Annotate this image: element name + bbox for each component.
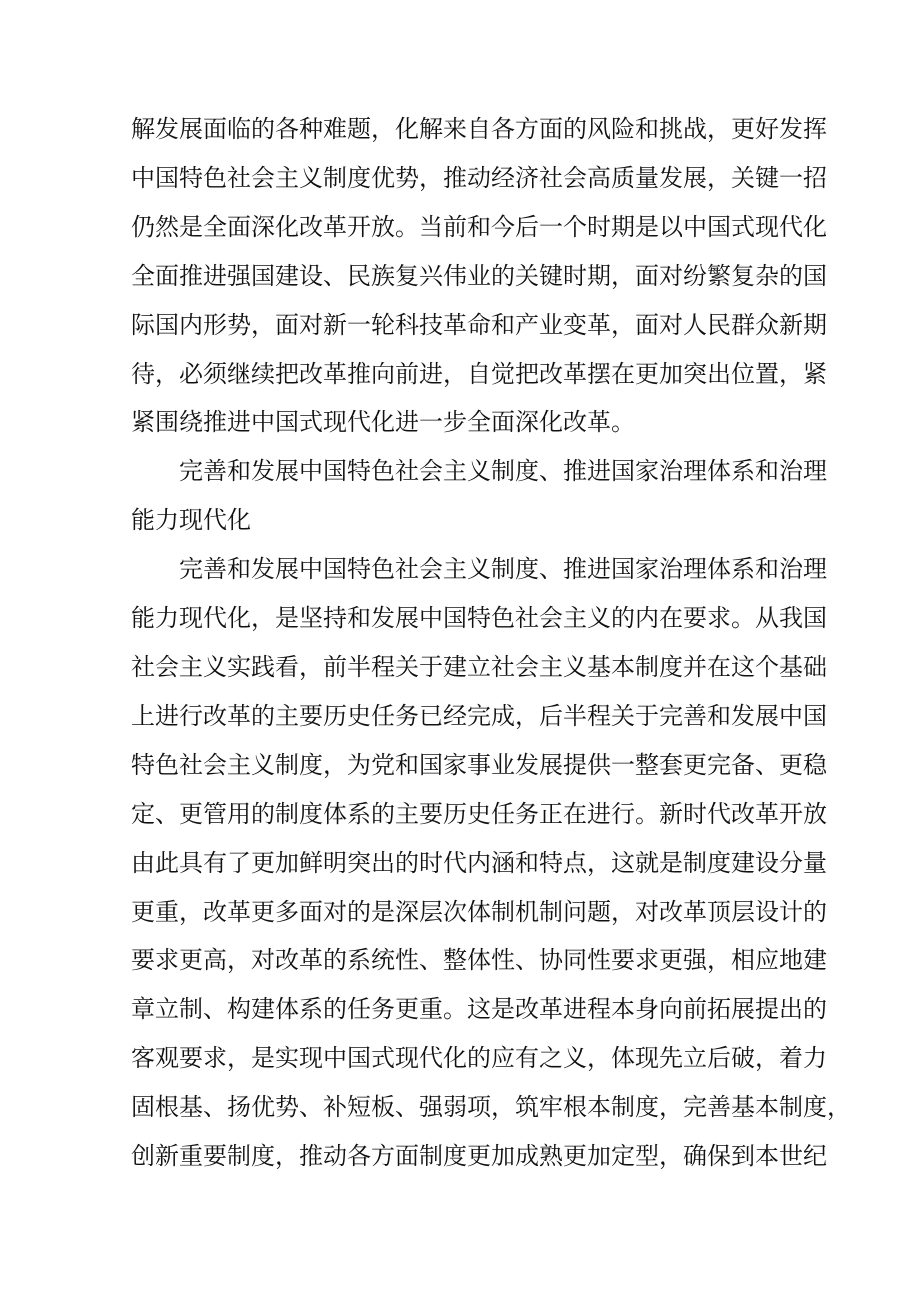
text-line: 上进行改革的主要历史任务已经完成，后半程关于完善和发展中国	[131, 701, 827, 730]
text-line: 特色社会主义制度，为党和国家事业发展提供一整套更完备、更稳	[131, 750, 827, 779]
text-line: 解发展面临的各种难题，化解来自各方面的风险和挑战，更好发挥	[131, 115, 827, 143]
section-heading	[131, 447, 827, 545]
text-line: 要求更高，对改革的系统性、整体性、协同性要求更强，相应地建	[131, 946, 827, 975]
text-line: 能力现代化，是坚持和发展中国特色社会主义的内在要求。从我国	[131, 604, 827, 633]
text-line: 中国特色社会主义制度优势，推动经济社会高质量发展，关键一招	[131, 163, 827, 192]
text-line: 社会主义实践看，前半程关于建立社会主义基本制度并在这个基础	[131, 652, 827, 681]
text-line: 由此具有了更加鲜明突出的时代内涵和特点，这就是制度建设分量	[131, 848, 827, 877]
document-body	[131, 105, 851, 1181]
text-line: 客观要求，是实现中国式现代化的应有之义，体现先立后破，着力	[131, 1044, 827, 1073]
text-line: 紧围绕推进中国式现代化进一步全面深化改革。	[131, 408, 635, 437]
heading-line: 完善和发展中国特色社会主义制度、推进国家治理体系和治理	[179, 457, 827, 486]
text-line: 章立制、构建体系的任务更重。这是改革进程本身向前拓展提出的	[131, 995, 827, 1024]
text-line: 全面推进强国建设、民族复兴伟业的关键时期，面对纷繁复杂的国	[131, 261, 827, 290]
text-line: 际国内形势，面对新一轮科技革命和产业变革，面对人民群众新期	[131, 310, 827, 339]
text-line: 仍然是全面深化改革开放。当前和今后一个时期是以中国式现代化	[131, 212, 827, 241]
paragraph-3	[131, 545, 851, 1181]
text-line: 创新重要制度，推动各方面制度更加成熟更加定型，确保到本世纪	[131, 1142, 827, 1171]
text-line: 定、更管用的制度体系的主要历史任务正在进行。新时代改革开放	[131, 799, 827, 828]
heading-line: 能力现代化	[131, 506, 251, 535]
text-line: 固根基、扬优势、补短板、强弱项，筑牢根本制度，完善基本制度，	[131, 1093, 851, 1122]
text-line: 待，必须继续把改革推向前进，自觉把改革摆在更加突出位置，紧	[131, 359, 827, 388]
text-line: 更重，改革更多面对的是深层次体制机制问题，对改革顶层设计的	[131, 897, 827, 926]
paragraph-1	[131, 105, 827, 447]
text-line: 完善和发展中国特色社会主义制度、推进国家治理体系和治理	[179, 555, 827, 584]
